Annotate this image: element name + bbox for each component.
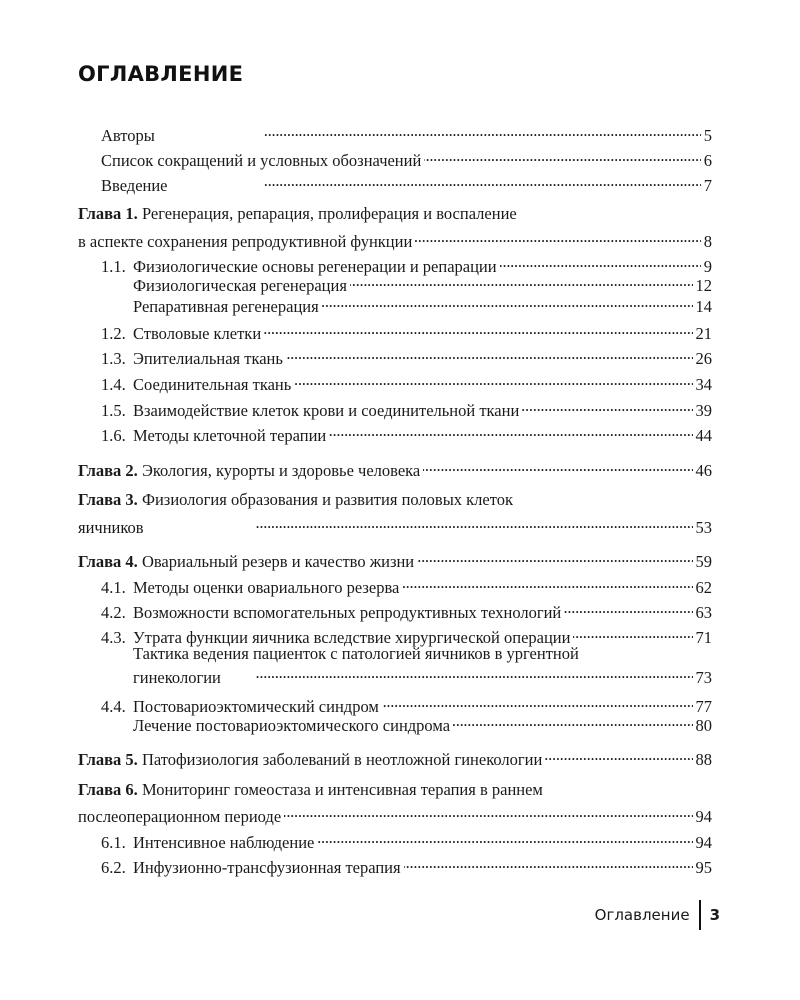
chapter-label: Глава 5. <box>78 750 138 769</box>
entry-page: 6 <box>703 151 712 170</box>
chapter-title: Мониторинг гомеостаза и интенсивная терапия в раннем <box>141 780 543 799</box>
entry-page: 5 <box>703 126 712 145</box>
section-number: 1.4. <box>101 375 126 394</box>
entry-title: Утрата функции яичника вследствие хирургической операции <box>133 628 571 647</box>
entry-page: 62 <box>695 578 712 597</box>
entry-title: Возможности вспомогательных репродуктивных технологий <box>133 603 562 622</box>
subsection-heading[interactable]: Тактика ведения пациенток с патологией яичников в ургентной <box>133 644 579 663</box>
chapter-heading[interactable] <box>78 204 517 224</box>
dot-leader <box>522 396 692 416</box>
dot-leader <box>382 692 693 712</box>
entry-title: Патофизиология заболеваний в неотложной гинекологии <box>141 750 543 769</box>
toc-entry[interactable] <box>101 598 712 623</box>
section-number: 1.6. <box>101 426 126 445</box>
entry-page: 39 <box>695 401 712 420</box>
toc-entry[interactable] <box>101 319 712 344</box>
toc-entry[interactable] <box>101 396 712 421</box>
dot-leader <box>564 598 692 618</box>
entry-page: 8 <box>703 232 712 251</box>
dot-leader <box>424 146 700 166</box>
entry-title: послеоперационном периоде <box>78 807 282 826</box>
section-number: 4.4. <box>101 697 126 716</box>
toc-entry[interactable] <box>133 663 712 688</box>
toc-entry[interactable] <box>78 745 712 770</box>
dot-leader <box>453 711 692 731</box>
dot-leader <box>224 663 693 683</box>
chapter-label: Глава 4. <box>78 552 138 571</box>
entry-title: в аспекте сохранения репродуктивной функции <box>78 232 413 251</box>
dot-leader <box>417 547 692 567</box>
entry-title: Физиологические основы регенерации и репарации <box>133 257 497 276</box>
entry-page: 94 <box>695 833 712 852</box>
chapter-title: Физиология образования и развития половых клеток <box>141 490 513 509</box>
entry-page: 63 <box>695 603 712 622</box>
chapter-heading[interactable] <box>78 490 513 510</box>
entry-page: 9 <box>703 257 712 276</box>
entry-title: Стволовые клетки <box>133 324 262 343</box>
section-number: 4.3. <box>101 628 126 647</box>
entry-page: 14 <box>695 297 712 316</box>
entry-page: 34 <box>695 375 712 394</box>
entry-title: Введение <box>101 176 168 195</box>
entry-title: Список сокращений и условных обозначений <box>101 151 422 170</box>
dot-leader <box>545 745 692 765</box>
dot-leader <box>415 227 700 247</box>
dot-leader <box>404 853 693 873</box>
toc-entry[interactable] <box>133 711 712 736</box>
page-number: 3 <box>709 906 720 924</box>
dot-leader <box>350 271 693 291</box>
entry-page: 26 <box>695 349 712 368</box>
footer-divider <box>699 900 701 930</box>
section-number: 1.5. <box>101 401 126 420</box>
chapter-label: Глава 1. <box>78 204 138 223</box>
toc-entry[interactable] <box>78 547 712 572</box>
entry-title: Авторы <box>101 126 155 145</box>
toc-entry[interactable] <box>78 456 712 481</box>
running-footer-title: Оглавление <box>594 906 690 924</box>
dot-leader <box>423 456 692 476</box>
page-title: ОГЛАВЛЕНИЕ <box>78 62 244 86</box>
entry-page: 44 <box>695 426 712 445</box>
entry-page: 46 <box>695 461 712 480</box>
dot-leader <box>402 573 692 593</box>
entry-title: яичников <box>78 518 144 537</box>
entry-title: гинекологии <box>133 668 221 687</box>
entry-title: Методы оценки овариального резерва <box>133 578 400 597</box>
entry-title: Постовариоэктомический синдром <box>133 697 379 716</box>
entry-page: 12 <box>695 276 712 295</box>
toc-entry[interactable] <box>101 828 712 853</box>
dot-leader <box>264 319 692 339</box>
entry-page: 80 <box>695 716 712 735</box>
entry-title: Репаративная регенерация <box>133 297 319 316</box>
entry-title: Интенсивное наблюдение <box>133 833 315 852</box>
toc-entry[interactable] <box>101 573 712 598</box>
toc-entry[interactable] <box>101 370 712 395</box>
entry-title: Лечение постовариоэктомического синдрома <box>133 716 451 735</box>
section-number: 6.2. <box>101 858 126 877</box>
entry-page: 59 <box>695 552 712 571</box>
dot-leader <box>286 344 693 364</box>
dot-leader <box>329 421 692 441</box>
entry-page: 95 <box>695 858 712 877</box>
toc-entry[interactable] <box>101 171 712 196</box>
toc-entry[interactable] <box>78 802 712 827</box>
chapter-heading[interactable] <box>78 780 543 800</box>
entry-page: 53 <box>695 518 712 537</box>
entry-title: Эпителиальная ткань <box>133 349 283 368</box>
entry-page: 7 <box>703 176 712 195</box>
dot-leader <box>171 171 701 191</box>
toc-entry[interactable] <box>101 146 712 171</box>
entry-title: Взаимодействие клеток крови и соединительной ткани <box>133 401 520 420</box>
dot-leader <box>322 292 693 312</box>
toc-entry[interactable] <box>101 344 712 369</box>
entry-page: 21 <box>695 324 712 343</box>
dot-leader <box>294 370 692 390</box>
entry-title: Физиологическая регенерация <box>133 276 347 295</box>
entry-title: Овариальный резерв и качество жизни <box>141 552 415 571</box>
page-footer <box>595 900 720 930</box>
toc-entry[interactable] <box>101 121 712 146</box>
entry-title: Инфузионно-трансфузионная терапия <box>133 858 401 877</box>
dot-leader <box>158 121 701 141</box>
dot-leader <box>284 802 692 822</box>
toc-entry[interactable] <box>78 227 712 252</box>
entry-page: 94 <box>695 807 712 826</box>
entry-title: Методы клеточной терапии <box>133 426 327 445</box>
toc-entry[interactable] <box>101 421 712 446</box>
chapter-title: Регенерация, репарация, пролиферация и воспаление <box>141 204 517 223</box>
toc-entry[interactable] <box>78 513 712 538</box>
entry-page: 88 <box>695 750 712 769</box>
toc-entry[interactable] <box>101 853 712 878</box>
chapter-label: Глава 6. <box>78 780 138 799</box>
dot-leader <box>317 828 692 848</box>
section-number: 4.1. <box>101 578 126 597</box>
entry-page: 71 <box>695 628 712 647</box>
entry-page: 77 <box>695 697 712 716</box>
section-number: 4.2. <box>101 603 126 622</box>
dot-leader <box>147 513 693 533</box>
section-number: 1.1. <box>101 257 126 276</box>
section-number: 6.1. <box>101 833 126 852</box>
entry-title: Экология, курорты и здоровье человека <box>141 461 421 480</box>
entry-page: 73 <box>695 668 712 687</box>
entry-title: Соединительная ткань <box>133 375 292 394</box>
section-number: 1.3. <box>101 349 126 368</box>
toc-entry[interactable] <box>133 292 712 317</box>
dot-leader <box>500 252 701 272</box>
chapter-label: Глава 2. <box>78 461 138 480</box>
dot-leader <box>573 623 692 643</box>
section-number: 1.2. <box>101 324 126 343</box>
chapter-label: Глава 3. <box>78 490 138 509</box>
